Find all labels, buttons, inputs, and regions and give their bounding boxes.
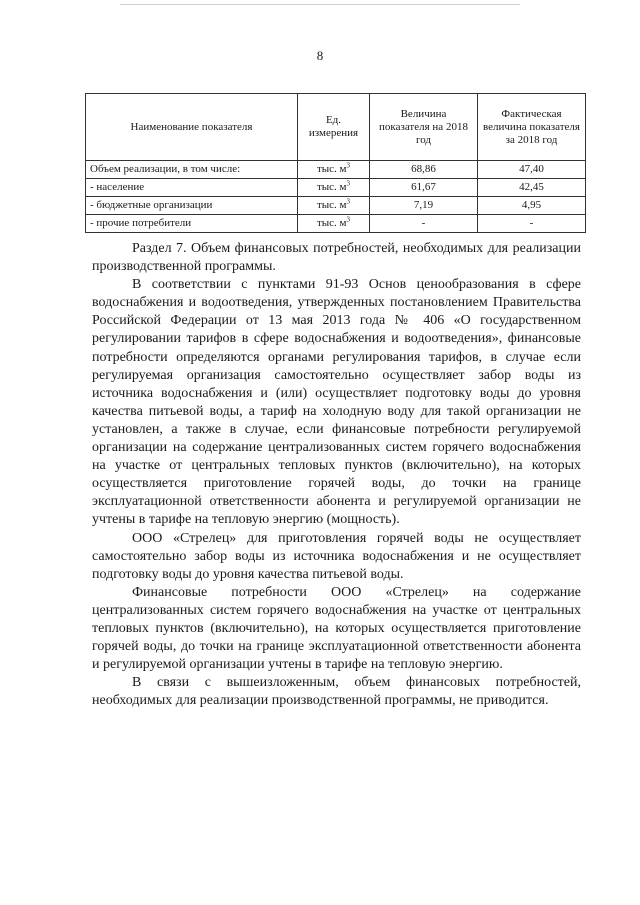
table-row xyxy=(86,197,586,215)
row-unit: тыс. $м^3$ xyxy=(298,179,370,197)
row-actual: - xyxy=(478,215,586,233)
row-actual: 47,40 xyxy=(478,161,586,179)
header-unit: Ед. измерения xyxy=(298,94,370,161)
header-value-2018: Величина показателя на 2018 год xyxy=(370,94,478,161)
header-indicator-name: Наименование показателя xyxy=(86,94,298,161)
section-heading: Раздел 7. Объем финансовых потребностей, необходимых для реализации производственной программы. xyxy=(92,241,581,275)
row-unit: тыс. $м^3$ xyxy=(298,197,370,215)
page-number: 8 xyxy=(316,48,324,63)
row-value: 68,86 xyxy=(370,161,478,179)
row-name: Объем реализации, в том числе: xyxy=(86,161,298,179)
table-row xyxy=(86,161,586,179)
row-value: 7,19 xyxy=(370,197,478,215)
document-body xyxy=(92,240,581,710)
row-unit: тыс. $м^3$ xyxy=(298,161,370,179)
body-paragraph: Финансовые потребности ООО «Стрелец» на содержание централизованных систем горячего водоснабжения на участке от центральных тепловых пунктов (включительно), на которых осуществляется приготовление горячей воды, до точки на границе эксплуатационной ответственности абонента и регулируемой организации учтены в тарифе на тепловую энергию. xyxy=(92,584,581,673)
row-name: - население xyxy=(86,179,298,197)
row-actual: 4,95 xyxy=(478,197,586,215)
row-value: - xyxy=(370,215,478,233)
indicators-table xyxy=(85,93,586,233)
table-row xyxy=(86,179,586,197)
row-name: - прочие потребители xyxy=(86,215,298,233)
body-paragraph: ООО «Стрелец» для приготовления горячей воды не осуществляет самостоятельно забор воды из источника водоснабжения и не осуществляет подготовку воды до уровня качества питьевой воды. xyxy=(92,530,581,582)
row-actual: 42,45 xyxy=(478,179,586,197)
body-paragraph: В соответствии с пунктами 91-93 Основ ценообразования в сфере водоснабжения и водоотведения, утвержденных постановлением Правительства Российской Федерации от 13 мая 2013 года № 406 «О государственном регулировании тарифов в сфере водоснабжения и водоотведения», финансовые потребности определяются органами регулирования тарифов, в случае если регулируемая организация самостоятельно осуществляет забор воды из источника водоснабжения и (или) осуществляет подготовку воды до уровня качества питьевой воды, а тариф на холодную воду для такой организации не установлен, а также в случае, если финансовые потребности регулируемой организации на содержание централизованных систем горячего водоснабжения на участке от центральных тепловых пунктов (включительно), на которых осуществляется приготовление горячей воды, до точки на границе эксплуатационной ответственности абонента и регулируемой организации не учтены в тарифе на тепловую энергию (мощность). xyxy=(92,277,581,528)
table-row xyxy=(86,215,586,233)
row-unit: тыс. $м^3$ xyxy=(298,215,370,233)
row-name: - бюджетные организации xyxy=(86,197,298,215)
scan-top-rule xyxy=(120,4,520,5)
row-value: 61,67 xyxy=(370,179,478,197)
table-header-row xyxy=(86,94,586,161)
header-actual-2018: Фактическая величина показателя за 2018 год xyxy=(478,94,586,161)
body-paragraph: В связи с вышеизложенным, объем финансовых потребностей, необходимых для реализации производственной программы, не приводится. xyxy=(92,675,581,709)
